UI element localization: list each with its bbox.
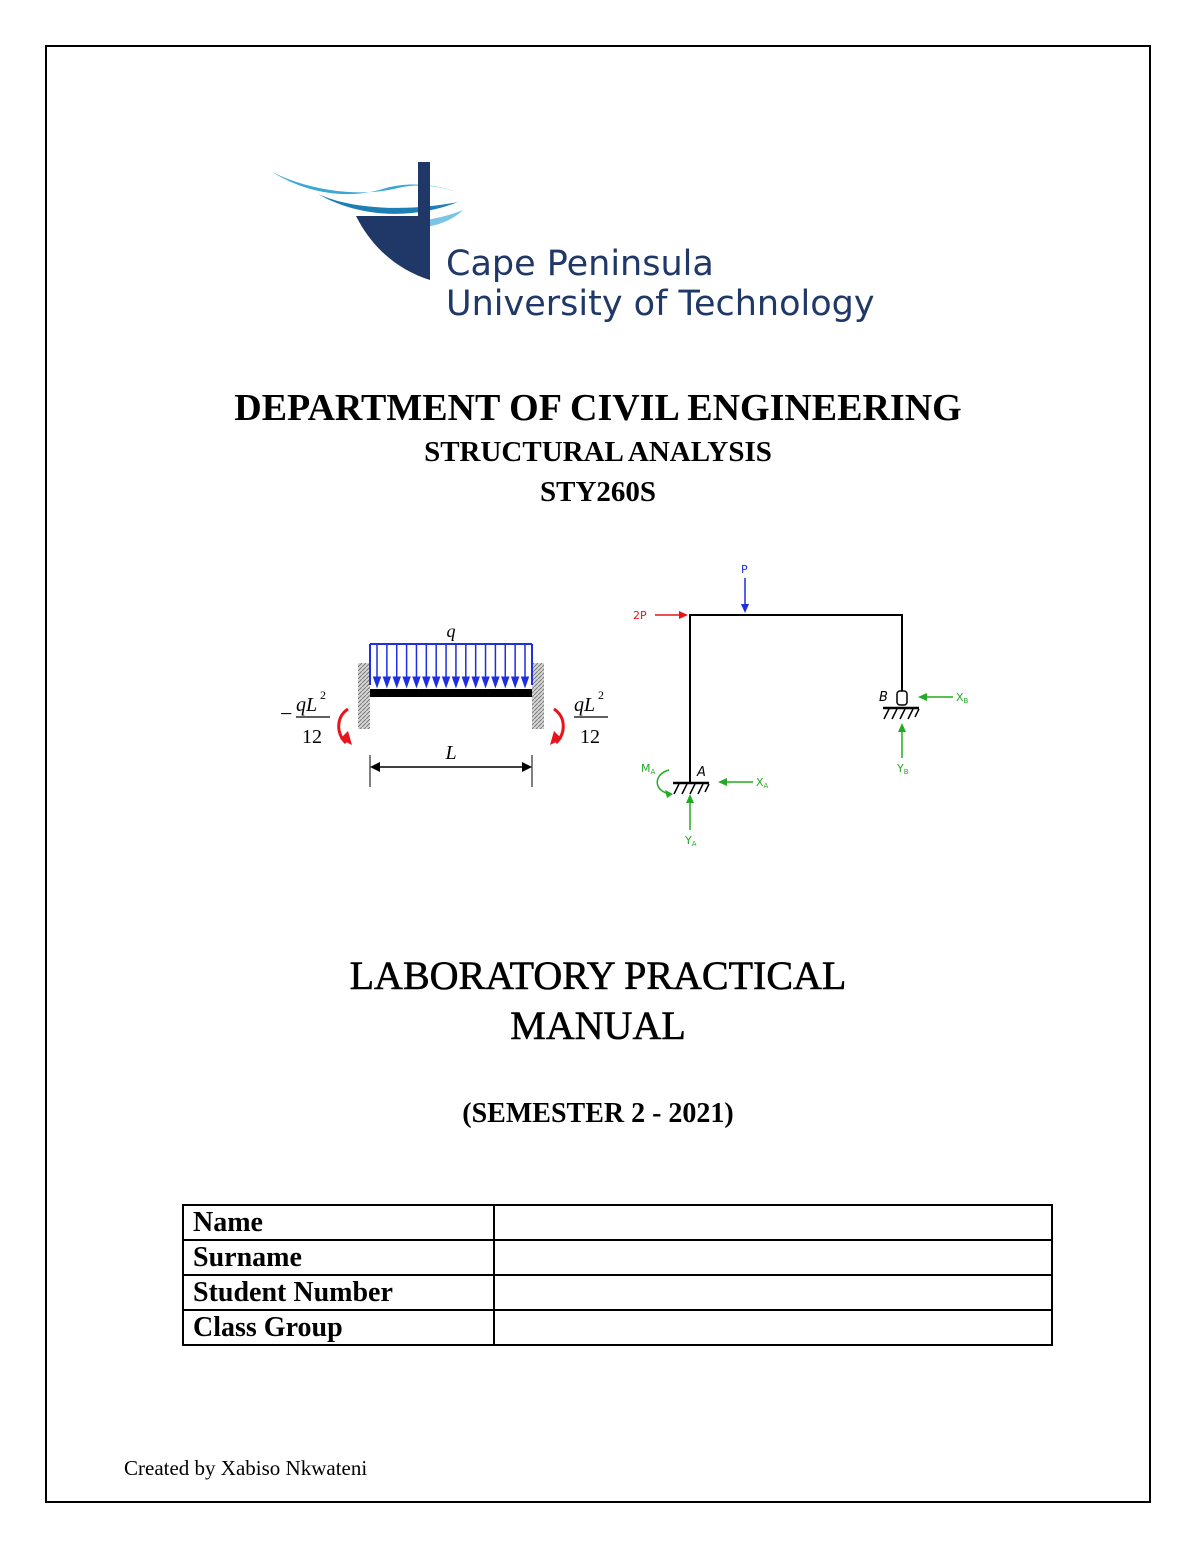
reaction-xb-arrowhead — [918, 693, 927, 701]
logo-tee-shape — [356, 162, 430, 280]
logo-name-line1: Cape Peninsula — [446, 244, 714, 284]
load-arrowhead — [492, 677, 499, 687]
subject-heading: STRUCTURAL ANALYSIS — [424, 436, 772, 468]
load-arrowhead — [383, 677, 390, 687]
support-a-hatch — [674, 784, 709, 794]
row-label-name: Name — [183, 1205, 494, 1240]
right-moment-exponent: 2 — [598, 688, 604, 702]
support-b-pin — [897, 691, 907, 705]
support-b-label: B — [879, 690, 888, 705]
reaction-xa-label: XA — [756, 776, 769, 790]
load-arrowhead — [522, 677, 529, 687]
portal-frame-diagram — [625, 558, 980, 853]
support-b-hatch — [884, 709, 919, 719]
author-credit: Created by Xabiso Nkwateni — [124, 1456, 368, 1480]
moment-a-label: MA — [641, 762, 656, 776]
load-arrowhead — [403, 677, 410, 687]
left-moment-numerator: qL — [296, 694, 318, 716]
span-label: L — [445, 742, 457, 764]
span-arrowhead-left — [370, 762, 380, 772]
department-heading: DEPARTMENT OF CIVIL ENGINEERING — [234, 387, 962, 429]
table-row — [183, 1240, 1052, 1275]
logo-wave-top — [272, 172, 458, 194]
table-row — [183, 1205, 1052, 1240]
load-arrowhead — [393, 677, 400, 687]
reaction-ya-arrowhead — [686, 794, 694, 803]
span-arrowhead-right — [522, 762, 532, 772]
semester-label: (SEMESTER 2 - 2021) — [462, 1098, 734, 1129]
load-arrowhead — [512, 677, 519, 687]
load-arrowhead — [472, 677, 479, 687]
reaction-yb-label: YB — [897, 762, 909, 776]
manual-title-line2: MANUAL — [510, 1003, 686, 1048]
load-arrowhead — [443, 677, 450, 687]
horizontal-load-label: 2P — [633, 609, 647, 622]
load-arrowhead — [433, 677, 440, 687]
row-label-surname: Surname — [183, 1240, 494, 1275]
name-field[interactable] — [494, 1205, 1052, 1240]
left-moment-exponent: 2 — [320, 688, 326, 702]
row-label-student-number: Student Number — [183, 1275, 494, 1310]
student-info-table — [182, 1204, 1053, 1346]
reaction-ya-label: YA — [685, 834, 697, 848]
table-row — [183, 1310, 1052, 1345]
moment-a-arrow — [657, 770, 671, 794]
class-group-field[interactable] — [494, 1310, 1052, 1345]
fixed-beam-diagram — [270, 615, 620, 795]
logo-name-line2: University of Technology — [446, 284, 875, 324]
load-arrowhead — [462, 677, 469, 687]
load-arrowhead — [413, 677, 420, 687]
right-fixed-support — [532, 663, 544, 729]
horizontal-load-arrowhead — [679, 611, 688, 619]
university-logo — [268, 158, 968, 338]
reaction-xa-arrowhead — [718, 778, 727, 786]
left-fixed-support — [358, 663, 370, 729]
right-moment-denominator: 12 — [580, 726, 600, 748]
load-arrowhead — [482, 677, 489, 687]
reaction-xb-label: XB — [956, 691, 969, 705]
left-moment-sign: − — [280, 701, 293, 726]
load-arrowhead — [374, 677, 381, 687]
manual-title-line1: LABORATORY PRACTICAL — [349, 953, 847, 998]
frame-members — [690, 615, 902, 783]
load-label: q — [446, 621, 456, 641]
vertical-load-arrowhead — [741, 604, 749, 613]
moment-a-arrowhead — [665, 790, 673, 798]
table-row — [183, 1275, 1052, 1310]
surname-field[interactable] — [494, 1240, 1052, 1275]
row-label-class-group: Class Group — [183, 1310, 494, 1345]
vertical-load-label: P — [741, 563, 748, 576]
right-moment-numerator: qL — [574, 694, 596, 716]
left-moment-denominator: 12 — [302, 726, 322, 748]
course-code: STY260S — [539, 476, 657, 508]
reaction-yb-arrowhead — [898, 723, 906, 732]
support-a-label: A — [697, 765, 706, 780]
load-arrowhead — [502, 677, 509, 687]
load-arrowhead — [452, 677, 459, 687]
student-number-field[interactable] — [494, 1275, 1052, 1310]
distributed-load — [370, 644, 532, 687]
beam — [370, 689, 532, 697]
load-arrowhead — [423, 677, 430, 687]
